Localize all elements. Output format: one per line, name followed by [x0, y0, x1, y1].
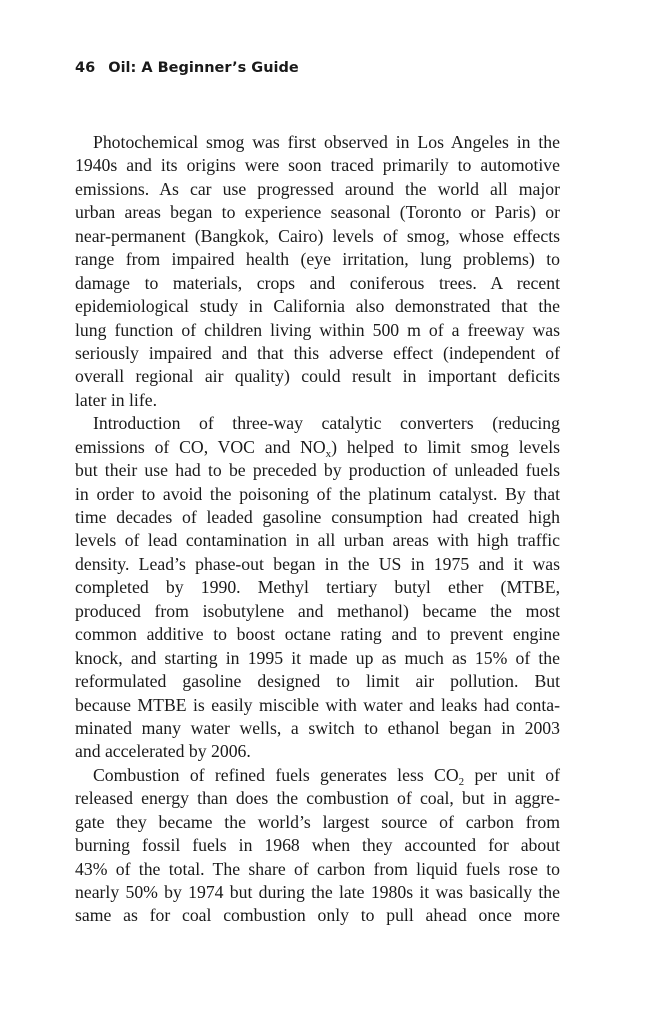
text-line: Photochemical smog was first observed in Los Angeles in the — [93, 132, 560, 152]
text-line: minated many water wells, a switch to ethanol began in 2003 — [75, 717, 560, 738]
text-segment: per unit of — [464, 764, 560, 785]
text-line: later in life. — [75, 389, 158, 410]
text-line: 1940s and its origins were soon traced primarily to automotive — [75, 155, 560, 176]
text-line-with-subscript — [75, 436, 560, 459]
text-line: in order to avoid the poisoning of the platinum catalyst. By that — [75, 483, 560, 504]
text-line: but their use had to be preceded by production of unleaded fuels — [75, 460, 560, 481]
subscript: 2 — [458, 775, 465, 788]
text-line: damage to materials, crops and coniferous trees. A recent — [75, 272, 560, 293]
book-title: Oil: A Beginner’s Guide — [108, 60, 299, 76]
text-line: seriously impaired and that this adverse effect (independent of — [75, 342, 560, 363]
text-segment: emissions of CO, VOC and NO — [75, 436, 326, 457]
text-line: nearly 50% by 1974 but during the late 1980s it was basically the — [75, 882, 560, 902]
text-line: knock, and starting in 1995 it made up as much as 15% of the — [75, 647, 560, 668]
text-line-with-subscript — [75, 764, 560, 787]
text-line: completed by 1990. Methyl tertiary butyl ether (MTBE, — [75, 577, 560, 598]
text-segment: ) helped to limit smog levels — [331, 436, 560, 457]
text-line: lung function of children living within 500 m of a freeway was — [75, 319, 560, 340]
text-line: time decades of leaded gasoline consumption had created high — [75, 507, 560, 527]
subscript: x — [325, 447, 332, 460]
text-line: 43% of the total. The share of carbon from liquid fuels rose to — [75, 858, 560, 879]
body-text — [75, 131, 560, 928]
text-line: density. Lead’s phase-out began in the US in 1975 and it was — [75, 553, 560, 574]
text-line: burning fossil fuels in 1968 when they accounted for about — [75, 835, 560, 856]
text-line: overall regional air quality) could result in important deficits — [75, 366, 560, 387]
text-line: levels of lead contamination in all urban areas with high traffic — [75, 530, 560, 551]
text-segment: Combustion of refined fuels generates less CO — [93, 764, 459, 785]
text-line: because MTBE is easily miscible with water and leaks had conta- — [75, 694, 560, 715]
page-number: 46 — [75, 60, 96, 76]
text-line: urban areas began to experience seasonal (Toronto or Paris) or — [75, 202, 560, 223]
text-line: common additive to boost octane rating and to prevent engine — [75, 624, 560, 645]
paragraph-catalytic-converters — [75, 412, 560, 764]
paragraph-smog — [75, 131, 560, 412]
paragraph-combustion — [75, 764, 560, 928]
text-line: range from impaired health (eye irritation, lung problems) to — [75, 249, 560, 270]
text-line: reformulated gasoline designed to limit air pollution. But — [75, 671, 560, 692]
text-line: emissions. As car use progressed around the world all major — [75, 178, 560, 199]
text-line: Introduction of three-way catalytic converters (reducing — [93, 413, 560, 434]
text-line: released energy than does the combustion of coal, but in aggre- — [75, 788, 560, 809]
text-line: epidemiological study in California also demonstrated that the — [75, 296, 560, 317]
text-line: and accelerated by 2006. — [75, 741, 251, 762]
text-line: gate they became the world’s largest source of carbon from — [75, 811, 560, 832]
running-head — [75, 60, 299, 76]
text-line: same as for coal combustion only to pull ahead once more — [75, 905, 560, 926]
text-line: produced from isobutylene and methanol) became the most — [75, 600, 560, 621]
text-line: near-permanent (Bangkok, Cairo) levels of smog, whose effects — [75, 225, 560, 246]
